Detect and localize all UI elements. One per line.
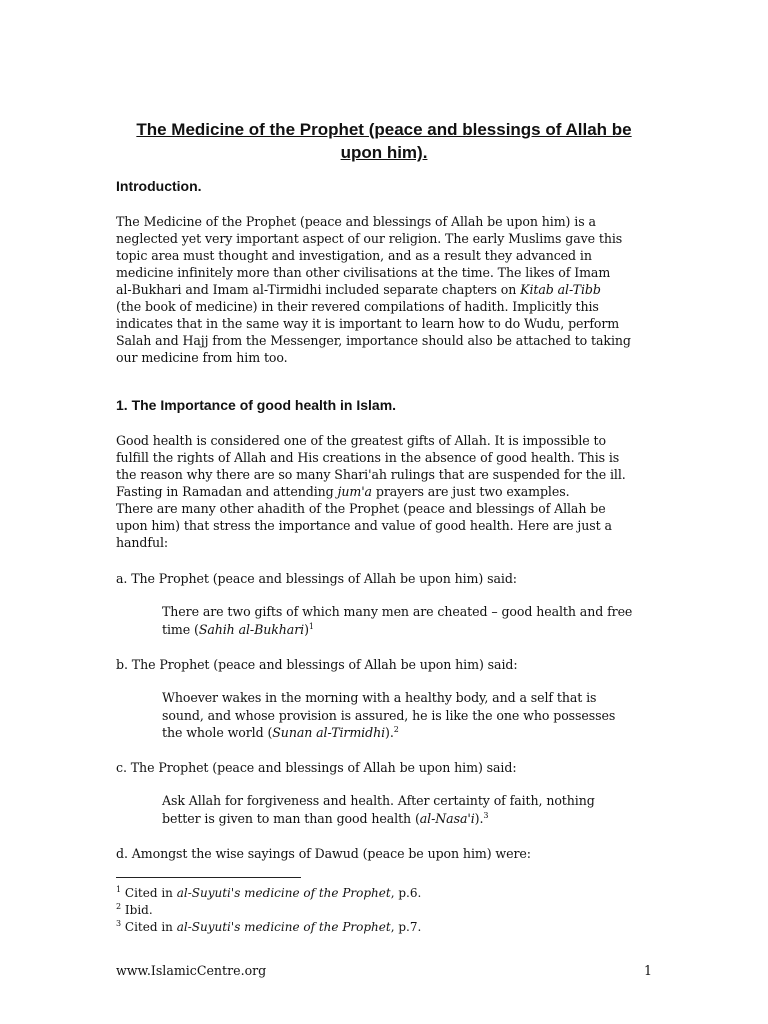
quote-text: ). (385, 725, 394, 740)
intro-line: medicine infinitely more than other civilisations at the time. The likes of Imam (116, 265, 611, 280)
intro-line: neglected yet very important aspect of our religion. The early Muslims gave this (116, 231, 623, 246)
footnote-ref-1[interactable]: 1 (308, 621, 314, 631)
title-line-1: The Medicine of the Prophet (peace and blessings of Allah be (136, 120, 632, 139)
footnote-1 (116, 885, 664, 902)
footnote-number: 3 (116, 919, 122, 928)
intro-text: al-Bukhari and Imam al-Tirmidhi included separate chapters on (116, 282, 521, 297)
quote-line: Whoever wakes in the morning with a healthy body, and a self that is (162, 690, 597, 705)
footnote-text: , p.6. (390, 886, 422, 900)
section1-line: fulfill the rights of Allah and His creations in the absence of good health. This is (116, 450, 620, 465)
item-b-quote (162, 689, 662, 742)
footer-page-number: 1 (643, 963, 652, 978)
item-c-quote (162, 792, 662, 827)
item-c-text: c. The Prophet (peace and blessings of Allah be upon him) said: (116, 760, 517, 775)
source-italic: al-Nasa'i (419, 810, 475, 826)
item-b-text: b. The Prophet (peace and blessings of Allah be upon him) said: (116, 657, 518, 672)
section1-paragraph (116, 432, 664, 551)
item-a-intro (116, 570, 664, 587)
footnote-text: Cited in (121, 920, 177, 934)
intro-line: (the book of medicine) in their revered compilations of hadith. Implicitly this (116, 299, 599, 314)
section1-text: Fasting in Ramadan and attending (116, 484, 338, 499)
footnote-2 (116, 902, 664, 919)
footnote-number: 1 (116, 885, 122, 894)
section1-line (116, 483, 664, 500)
section1-text: prayers are just two examples. (371, 484, 570, 499)
kitab-al-tibb-italic: Kitab al-Tibb (520, 282, 601, 297)
footnote-3 (116, 919, 664, 936)
source-italic: Sunan al-Tirmidhi (272, 725, 386, 740)
quote-line (162, 810, 662, 828)
quote-line (162, 724, 662, 742)
item-a-text: a. The Prophet (peace and blessings of Allah be upon him) said: (116, 571, 517, 586)
juma-italic: jum'a (337, 484, 372, 499)
section1-line: Good health is considered one of the greatest gifts of Allah. It is impossible to (116, 433, 606, 448)
footnote-ref-3[interactable]: 3 (483, 810, 489, 820)
intro-paragraph (116, 213, 664, 366)
section1-line: the reason why there are so many Shari'ah rulings that are suspended for the ill. (116, 467, 626, 482)
quote-line: There are two gifts of which many men are cheated – good health and free (162, 604, 633, 619)
page-title (100, 118, 668, 164)
intro-line: The Medicine of the Prophet (peace and blessings of Allah be upon him) is a (116, 214, 596, 229)
quote-text: better is given to man than good health ( (162, 810, 420, 826)
section1-heading: 1. The Importance of good health in Islam. (116, 397, 397, 413)
intro-line: indicates that in the same way it is important to learn how to do Wudu, perform (116, 316, 620, 331)
intro-line: our medicine from him too. (116, 350, 288, 365)
quote-text: time ( (162, 621, 199, 637)
quote-line (162, 621, 662, 639)
footnote-ref-2[interactable]: 2 (393, 725, 399, 734)
footnote-source-italic: al-Suyuti's medicine of the Prophet (176, 886, 391, 900)
footnote-text: , p.7. (390, 920, 422, 934)
footnote-divider (116, 877, 301, 878)
intro-line: Salah and Hajj from the Messenger, importance should also be attached to taking (116, 333, 631, 348)
item-c-intro (116, 759, 664, 776)
footnote-text: Cited in (121, 886, 177, 900)
item-d-text: d. Amongst the wise sayings of Dawud (peace be upon him) were: (116, 846, 531, 861)
section1-line: handful: (116, 535, 169, 550)
footnote-number: 2 (116, 902, 122, 911)
quote-text: the whole world ( (162, 725, 273, 740)
quote-line: Ask Allah for forgiveness and health. After certainty of faith, nothing (162, 793, 595, 808)
footnote-text: Ibid. (121, 903, 153, 917)
footnotes (116, 885, 664, 936)
item-a-quote (162, 603, 662, 638)
footer-website: www.IslamicCentre.org (116, 963, 267, 978)
intro-line (116, 281, 664, 298)
quote-text: ) (304, 621, 309, 637)
title-line-2: upon him). (340, 143, 428, 162)
intro-heading: Introduction. (116, 178, 202, 194)
item-d-intro (116, 845, 664, 862)
footnote-source-italic: al-Suyuti's medicine of the Prophet (176, 920, 391, 934)
section1-line: upon him) that stress the importance and value of good health. Here are just a (116, 518, 612, 533)
source-italic: Sahih al-Bukhari (198, 621, 305, 637)
item-b-intro (116, 656, 664, 673)
intro-line: topic area must thought and investigation, and as a result they advanced in (116, 248, 592, 263)
quote-line: sound, and whose provision is assured, he is like the one who possesses (162, 707, 616, 723)
section1-line: There are many other ahadith of the Prophet (peace and blessings of Allah be (116, 501, 606, 516)
quote-text: ). (474, 810, 484, 826)
